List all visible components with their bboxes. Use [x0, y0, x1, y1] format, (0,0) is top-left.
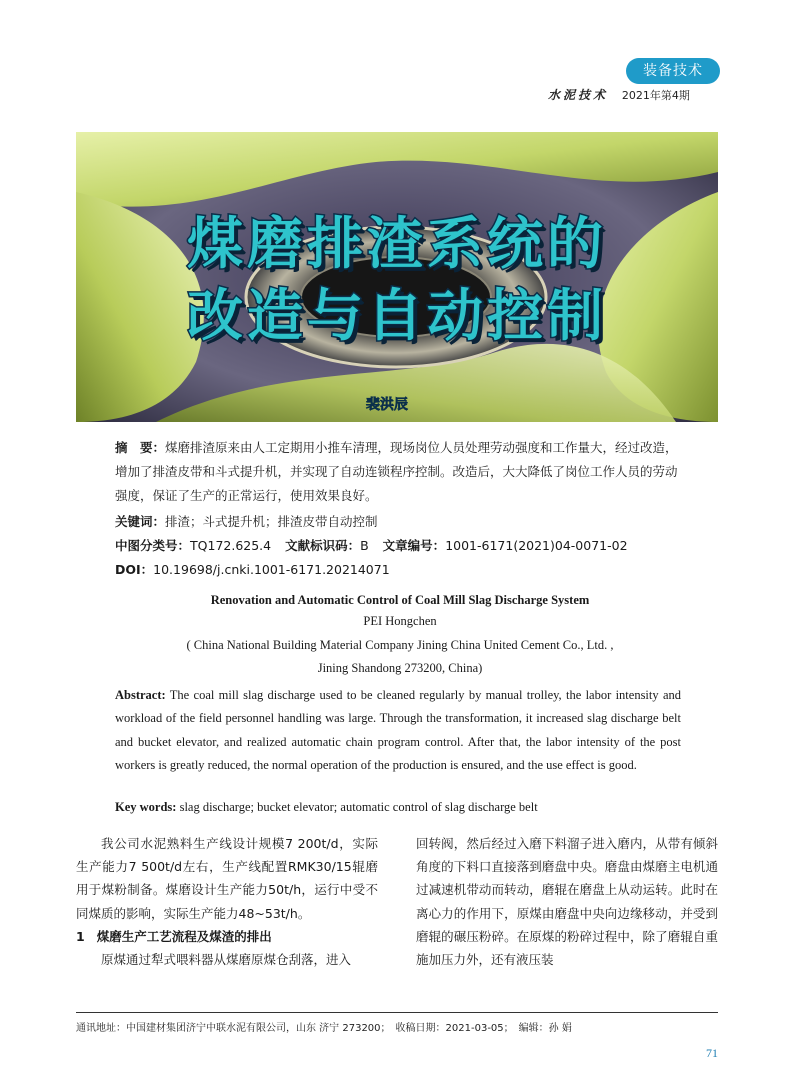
journal-header: [548, 86, 690, 103]
page-number: 71: [706, 1046, 718, 1060]
section-number: 1: [76, 928, 85, 944]
abstract-cn-text: 煤磨排渣原来由人工定期用小推车清理，现场岗位人员处理劳动强度和工作量大，经过改造，增加了排渣皮带和斗式提升机，并实现了自动连锁程序控制。改造后，大大降低了岗位工作人员的劳动强度，保证了生产的正常运行，使用效果良好。: [115, 440, 678, 503]
english-abstract-text: The coal mill slag discharge used to be cleaned regularly by manual trolley, the labor intensity and workload of the field personnel handling was large. Through the transformation, it increased slag discharge belt and bucket elevator, and realized automatic chain program control. After that, the labor intensity of the post workers is greatly reduced, the normal operation of the production is ensured, and the use effect is good.: [115, 688, 681, 773]
article-number-value: 1001-6171(2021)04-0071-02: [445, 538, 628, 553]
body-paragraph: 我公司水泥熟料生产线设计规模7 200t/d，实际生产能力7 500t/d左右，生产线配置RMK30/15辊磨用于煤粉制备。煤磨设计生产能力50t/h，运行中受不同煤质的影响，实际生产能力48~53t/h。: [76, 836, 378, 921]
doc-code-label: 文献标识码：: [285, 538, 361, 553]
footnote: 通讯地址：中国建材集团济宁中联水泥有限公司，山东 济宁 273200； 收稿日期：2021-03-05； 编辑：孙 娟: [76, 1023, 572, 1034]
english-keywords-text: slag discharge; bucket elevator; automatic control of slag discharge belt: [179, 800, 538, 814]
footnote-rule: [76, 1012, 718, 1013]
hero-banner: [76, 132, 718, 422]
clc-value: TQ172.625.4: [190, 538, 272, 553]
section-title: 煤磨生产工艺流程及煤渣的排出: [96, 928, 272, 944]
article-number-label: 文章编号：: [382, 538, 446, 553]
article-title-line-1: 煤磨排渣系统的: [187, 212, 607, 277]
doi-value: 10.19698/j.cnki.1001-6171.20214071: [153, 562, 390, 577]
article-title-line-2: 改造与自动控制: [187, 284, 607, 349]
keywords-cn-text: 排渣；斗式提升机；排渣皮带自动控制: [165, 514, 378, 529]
abstract-cn-label: 摘 要：: [115, 440, 166, 455]
english-affiliation-line-2: Jining Shandong 273200, China): [317, 661, 483, 675]
doc-code-value: B: [360, 538, 369, 553]
english-title: Renovation and Automatic Control of Coal Mill Slag Discharge System: [210, 593, 590, 607]
english-author: PEI Hongchen: [363, 614, 437, 628]
doi-line: [115, 560, 390, 578]
clc-label: 中图分类号：: [115, 538, 191, 553]
english-abstract: [115, 684, 681, 778]
journal-issue: 2021年第4期: [621, 89, 690, 102]
english-abstract-label: Abstract:: [115, 688, 166, 702]
section-heading: [76, 925, 378, 948]
english-keywords-label: Key words:: [115, 800, 177, 814]
doi-label: DOI：: [115, 562, 154, 577]
keywords-cn: [115, 512, 378, 530]
section-tag: 装备技术: [626, 58, 720, 84]
abstract-cn: [115, 436, 685, 508]
english-affiliation-line-1: ( China National Building Material Company Jining China United Cement Co., Ltd. ,: [186, 638, 614, 652]
body-paragraph: 原煤通过犁式喂料器从煤磨原煤仓刮落，进入: [101, 952, 352, 968]
journal-name: 水泥技术: [548, 88, 609, 102]
body-column-right: [416, 832, 718, 971]
classification-line: [115, 536, 628, 554]
body-paragraph: 回转阀，然后经过入磨下料溜子进入磨内，从带有倾斜角度的下料口直接落到磨盘中央。磨盘由煤磨主电机通过减速机带动而转动，磨辊在磨盘上从动运转。此时在离心力的作用下，原煤由磨盘中央向边缘移动，并受到磨辊的碾压粉碎。在原煤的粉碎过程中，除了磨辊自重施加压力外，还有液压装: [416, 836, 718, 968]
article-author: 裴洪辰: [366, 397, 408, 413]
body-column-left: [76, 832, 378, 971]
keywords-cn-label: 关键词：: [115, 514, 166, 529]
english-keywords: [115, 800, 538, 815]
